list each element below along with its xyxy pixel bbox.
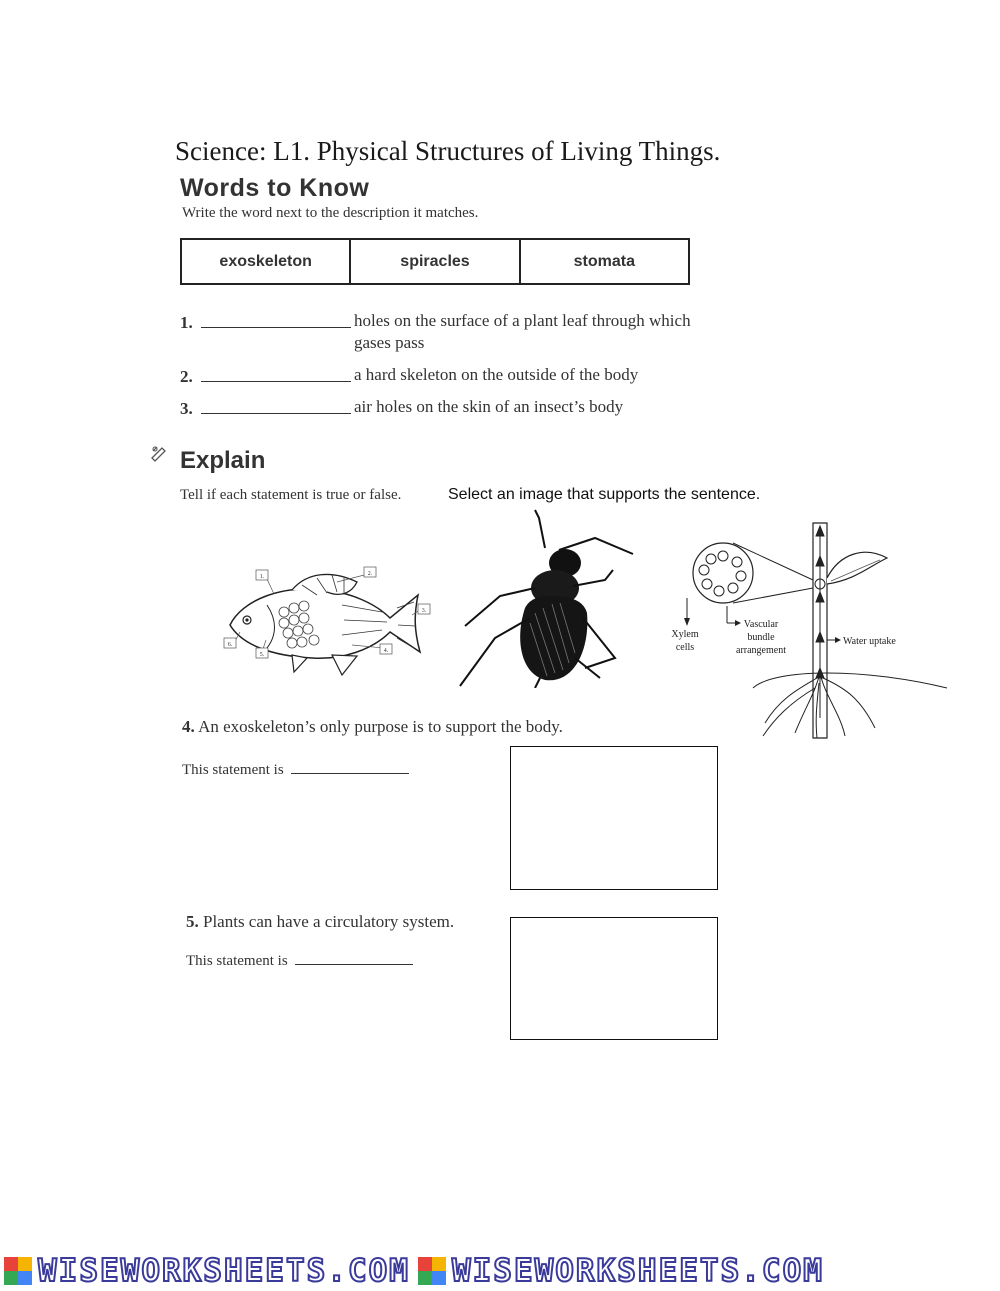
statement-5-prompt: This statement is — [186, 953, 288, 969]
fish-label-6: 6. — [227, 642, 233, 648]
answer-blank-3[interactable] — [201, 397, 351, 414]
definition-number: 3. — [180, 399, 193, 418]
worksheet-title: Science: L1. Physical Structures of Living Things. — [175, 136, 721, 166]
definition-text-1a: holes on the surface of a plant leaf through which — [354, 311, 691, 330]
definition-number: 2. — [180, 367, 193, 386]
vascular-label-line1: Vascular — [743, 619, 779, 630]
beetle-drawing — [455, 508, 640, 688]
fish-label-2: 2. — [367, 571, 373, 577]
answer-blank-2[interactable] — [201, 365, 351, 382]
xylem-label-line1: Xylem — [671, 629, 699, 640]
definition-text-2: a hard skeleton on the outside of the body — [354, 365, 639, 384]
plant-drawing — [665, 518, 957, 740]
fish-image[interactable] — [222, 560, 437, 685]
watermark-text: WISEWORKSHEETS.COM — [451, 1253, 824, 1289]
statement-4-prompt: This statement is — [182, 762, 284, 778]
explain-instruction: Tell if each statement is true or false. — [180, 487, 402, 503]
word-bank-stomata[interactable]: stomata — [573, 252, 635, 270]
beetle-image[interactable] — [455, 508, 640, 688]
watermark-text: WISEWORKSHEETS.COM — [38, 1253, 410, 1289]
watermark-logo-icon — [418, 1257, 446, 1285]
statement-4-number: 4. — [182, 717, 195, 736]
explain-heading: Explain — [180, 447, 266, 474]
fish-label-3: 3. — [421, 608, 427, 614]
definition-text-1b: gases pass — [354, 333, 425, 352]
definition-text-3: air holes on the skin of an insect’s body — [354, 397, 624, 416]
fish-label-4: 4. — [383, 648, 389, 654]
answer-blank-1[interactable] — [201, 311, 351, 328]
definition-row-2 — [180, 365, 351, 387]
pencil-icon — [150, 444, 168, 462]
plant-vascular-diagram[interactable] — [665, 518, 957, 740]
water-uptake-label: Water uptake — [843, 636, 896, 647]
vascular-label-line2: bundle — [747, 632, 775, 643]
definition-number: 1. — [180, 313, 193, 332]
watermark-logo-icon — [4, 1257, 32, 1285]
fish-label-5: 5. — [259, 652, 265, 658]
statement-4-image-dropzone[interactable] — [510, 746, 718, 890]
word-bank-table — [180, 238, 690, 285]
image-instruction: Select an image that supports the sentence. — [448, 486, 761, 503]
words-instruction: Write the word next to the description it matches. — [182, 205, 479, 221]
statement-5-answer-blank[interactable] — [295, 948, 413, 965]
statement-5-prompt-row — [186, 948, 413, 970]
watermark-bar — [0, 1252, 1000, 1290]
statement-5-text: Plants can have a circulatory system. — [203, 912, 455, 931]
definition-row-1 — [180, 311, 351, 333]
statement-5-image-dropzone[interactable] — [510, 917, 718, 1040]
words-to-know-heading: Words to Know — [180, 174, 370, 202]
statement-4-text: An exoskeleton’s only purpose is to support the body. — [198, 717, 563, 736]
word-bank-exoskeleton[interactable]: exoskeleton — [182, 240, 351, 283]
statement-4-answer-blank[interactable] — [291, 757, 409, 774]
vascular-label-line3: arrangement — [736, 645, 786, 656]
fish-drawing — [222, 560, 437, 685]
statement-5-number: 5. — [186, 912, 199, 931]
fish-label-1: 1. — [259, 574, 265, 580]
statement-4-prompt-row — [182, 757, 409, 779]
statement-4 — [182, 717, 563, 737]
word-bank-spiracles[interactable]: spiracles — [351, 240, 520, 283]
statement-5 — [186, 912, 454, 932]
xylem-label-line2: cells — [675, 642, 695, 653]
definition-row-3 — [180, 397, 351, 419]
